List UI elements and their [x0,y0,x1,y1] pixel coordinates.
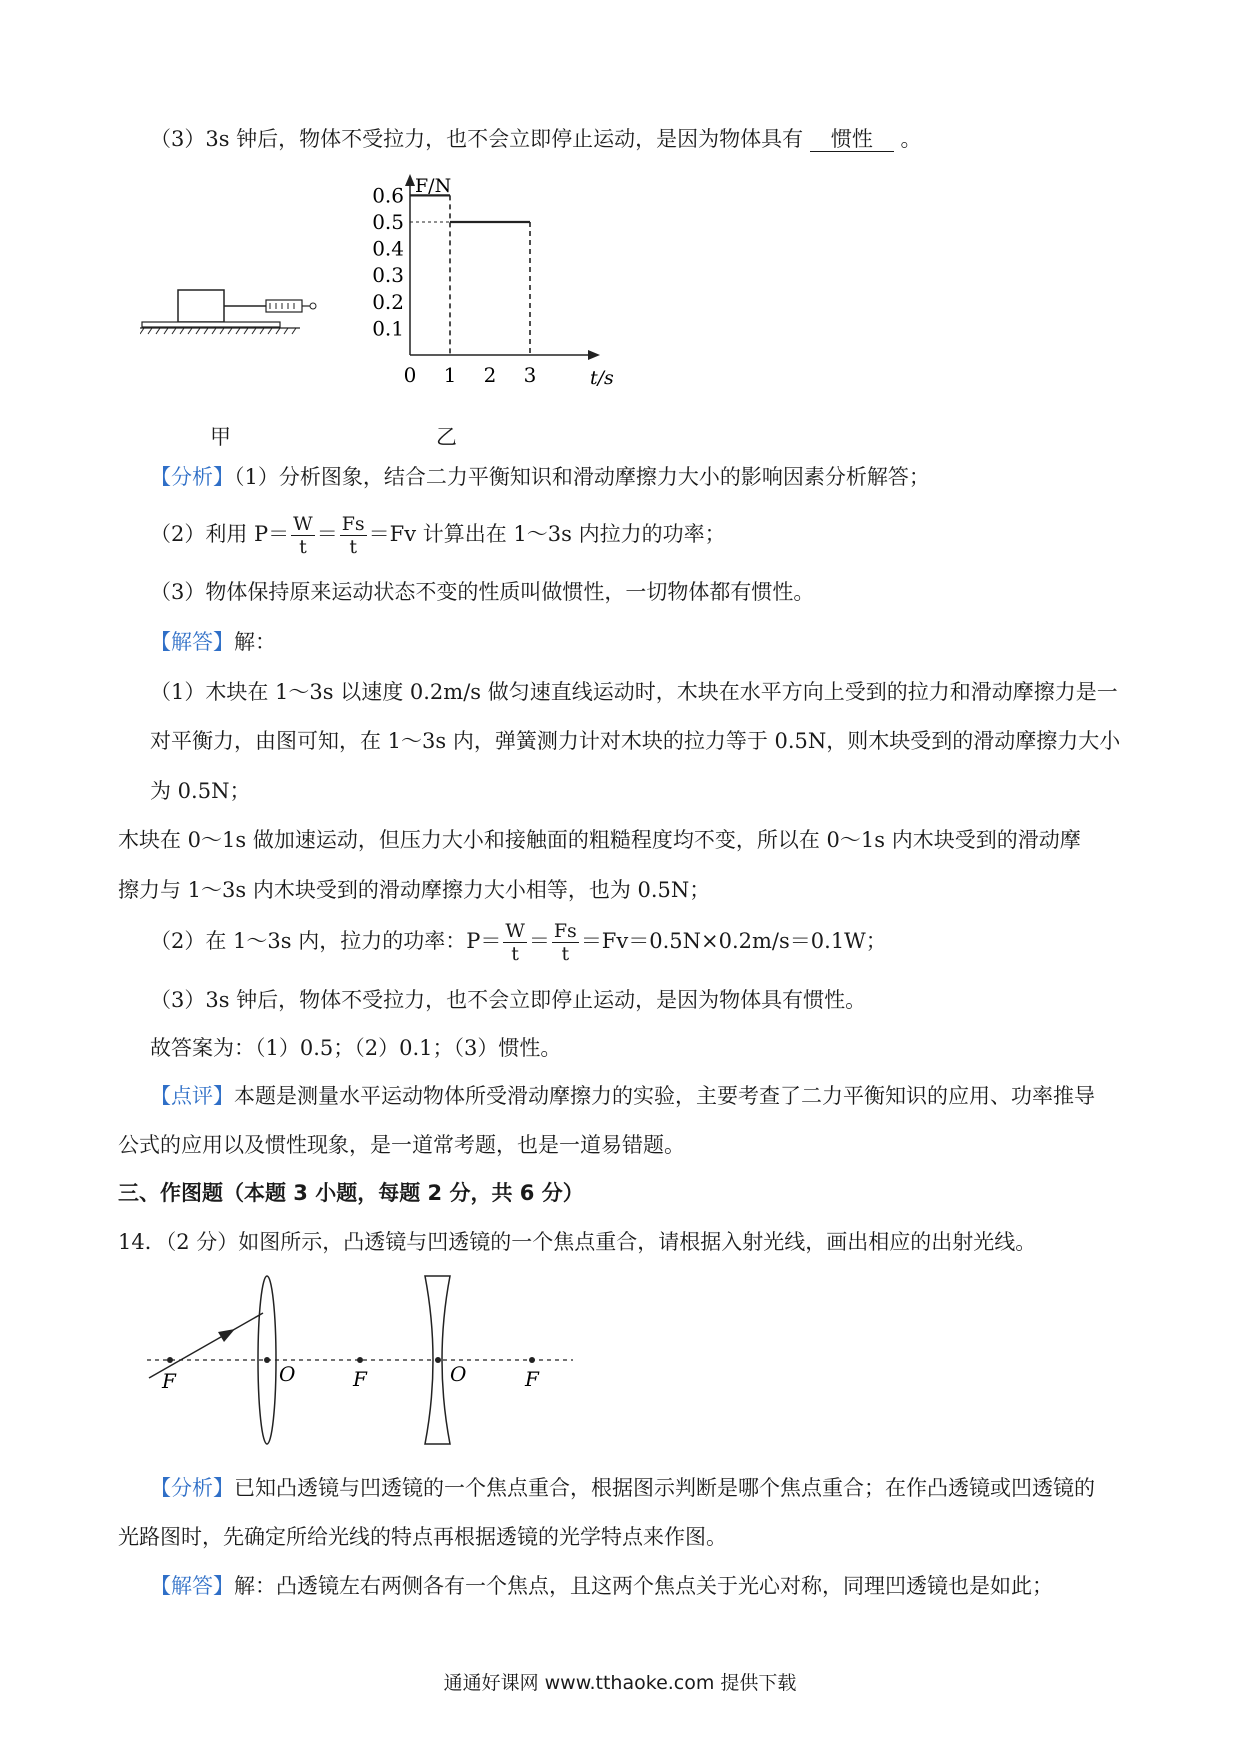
wooden-block [178,290,224,322]
fraction-w-over-t [503,920,527,965]
analysis-line-1 [150,462,930,492]
x-tick-label: 3 [523,363,537,387]
x-axis-arrow [588,350,600,360]
chart-ylabel: F/N [415,175,452,197]
scale-hook [310,303,316,309]
x-tick-label: 2 [483,363,497,387]
ray-arrow [218,1329,235,1342]
formula-prefix: （2）在 1～3s 内，拉力的功率：P＝ [150,929,502,953]
answer-p5: 故答案为：（1）0.5；（2）0.1；（3）惯性。 [150,1036,562,1060]
q13-part3-answer: 惯性 [810,127,894,152]
analysis-line-2 [150,509,726,559]
focus-point-2 [357,1357,363,1363]
q13-part3-suffix: 。 [900,127,922,151]
answer-p2b: 擦力与 1～3s 内木块受到的滑动摩擦力大小相等，也为 0.5N； [118,878,711,902]
focus-point-1 [167,1357,173,1363]
answer-header [150,627,276,657]
q13-part3-prefix: （3）3s 钟后，物体不受拉力，也不会立即停止运动，是因为物体具有 [150,127,804,151]
figure-yi-caption: 乙 [436,425,457,449]
board [142,322,280,327]
q14-analysis-line-1 [150,1473,1095,1503]
fraction-numerator: Fs [553,920,577,942]
lens-diagram [145,1268,575,1453]
q14-analysis-tag: 【分析】 [150,1476,234,1500]
answer-p1a: （1）木块在 1～3s 以速度 0.2m/s 做匀速直线运动时，木块在水平方向上受到的拉力和滑动摩擦力是一 [150,680,1118,704]
fraction-numerator: Fs [341,513,365,535]
q14-answer-text-1: 解：凸透镜左右两侧各有一个焦点，且这两个焦点关于光心对称，同理凹透镜也是如此； [234,1574,1053,1598]
label-o1: O [279,1362,296,1386]
fraction-denominator: t [511,943,519,965]
answer-p1b: 对平衡力，由图可知，在 1～3s 内，弹簧测力计对木块的拉力等于 0.5N，则木块受到的滑动摩擦力大小 [150,729,1121,753]
answer-label: 解： [234,630,276,654]
review-line-2: 公式的应用以及惯性现象，是一道常考题，也是一道易错题。 [118,1133,685,1157]
answer-tag: 【解答】 [150,630,234,654]
review-line-1 [150,1081,1095,1111]
label-f1: F [162,1369,176,1393]
analysis-text-1: （1）分析图象，结合二力平衡知识和滑动摩擦力大小的影响因素分析解答； [234,465,930,489]
y-axis-arrow [405,174,415,186]
q14-answer-tag: 【解答】 [150,1574,234,1598]
page-footer: 通通好课网 www.tthaoke.com 提供下载 [443,1672,797,1694]
formula-suffix: ＝Fv 计算出在 1～3s 内拉力的功率； [368,522,726,546]
analysis-tag: 【分析】 [150,465,234,489]
y-tick-label: 0.6 [372,183,404,208]
analysis-line-3: （3）物体保持原来运动状态不变的性质叫做惯性，一切物体都有惯性。 [150,580,815,604]
x-tick-label: 1 [443,363,457,387]
figure-jia-apparatus [140,270,340,340]
y-tick-label: 0.2 [372,289,404,314]
fraction-denominator: t [349,536,357,558]
formula-prefix: （2）利用 P＝ [150,522,290,546]
q14-analysis-line-2: 光路图时，先确定所给光线的特点再根据透镜的光学特点来作图。 [118,1525,727,1549]
chart-xlabel: t/s [590,367,614,389]
section-3-heading: 三、作图题（本题 3 小题，每题 2 分，共 6 分） [118,1181,584,1205]
fraction-w-over-t [291,513,315,558]
q14-analysis-text-1: 已知凸透镜与凹透镜的一个焦点重合，根据图示判断是哪个焦点重合；在作凸透镜或凹透镜的 [234,1476,1095,1500]
equals-sign: ＝ [316,522,338,546]
optical-center-1 [264,1357,270,1363]
label-o2: O [450,1362,467,1386]
q14-stem: 14．（2 分）如图所示，凸透镜与凹透镜的一个焦点重合，请根据入射光线，画出相应的出射光线。 [118,1230,1037,1254]
force-time-chart [360,170,630,390]
fraction-denominator: t [299,536,307,558]
fraction-denominator: t [561,943,570,965]
formula-suffix: ＝Fv＝0.5N×0.2m/s＝0.1W； [580,929,887,953]
review-text-1: 本题是测量水平运动物体所受滑动摩擦力的实验，主要考查了二力平衡知识的应用、功率推导 [234,1084,1095,1108]
optical-center-2 [435,1357,441,1363]
answer-p4: （3）3s 钟后，物体不受拉力，也不会立即停止运动，是因为物体具有惯性。 [150,988,867,1012]
label-f2: F [353,1367,367,1391]
review-tag: 【点评】 [150,1084,234,1108]
fraction-fs-over-t [340,513,367,558]
figure-jia-caption: 甲 [210,425,231,449]
q14-answer-line-1 [150,1571,1053,1601]
y-tick-label: 0.3 [372,263,404,288]
answer-p1c: 为 0.5N； [150,779,251,803]
y-tick-label: 0.4 [372,236,404,261]
y-tick-label: 0.1 [372,316,404,341]
label-f3: F [525,1367,539,1391]
spring-scale [266,300,302,312]
y-tick-label: 0.5 [372,210,404,234]
focus-point-3 [529,1357,535,1363]
q13-part3 [150,124,922,154]
fraction-numerator: W [505,920,525,942]
fraction-numerator: W [293,513,313,535]
answer-p2a: 木块在 0～1s 做加速运动，但压力大小和接触面的粗糙程度均不变，所以在 0～1s 内木块受到的滑动摩 [118,828,1081,852]
fraction-fs-over-t [552,920,579,965]
equals-sign: ＝ [528,929,550,953]
answer-p3 [150,916,887,966]
x-tick-label: 0 [403,363,417,387]
